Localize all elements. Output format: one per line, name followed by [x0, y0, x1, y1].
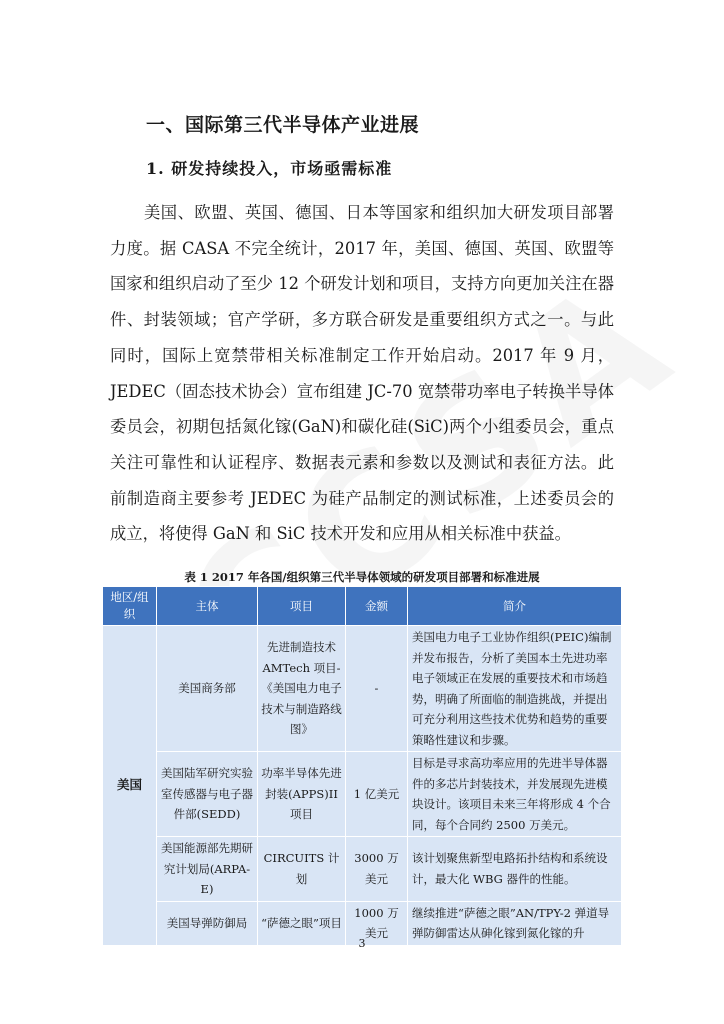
project-cell: 功率半导体先进封装(APPS)II 项目: [258, 752, 346, 837]
page-number: 3: [358, 937, 366, 950]
project-cell: 先进制造技术 AMTech 项目-《美国电力电子技术与制造路线图》: [258, 626, 346, 752]
region-cell: 美国: [103, 626, 157, 946]
amount-cell: 1000 万美元: [346, 901, 408, 945]
subsection-heading: 1. 研发持续投入，市场亟需标准: [146, 159, 393, 178]
section-heading: 一、国际第三代半导体产业进展: [146, 114, 420, 136]
header-amount: 金额: [346, 587, 408, 626]
header-intro: 简介: [408, 587, 622, 626]
body-paragraph: 美国、欧盟、英国、德国、日本等国家和组织加大研发项目部署力度。据 CASA 不完全统计，2017 年，美国、德国、英国、欧盟等国家和组织启动了至少 12 个研发计划和项目，支持方向更加关注在器件、封装领域；官产学研，多方联合研发是重要组织方式之一。与此同时，国际上宽禁带相关标准制定工作开始启动。2017 年 9 月，JEDEC（固态技术协会）宣布组建 JC-70 宽禁带功率电子转换半导体委员会，初期包括氮化镓(GaN)和碳化硅(SiC)两个小组委员会，重点关注可靠性和认证程序、数据表元素和参数以及测试和表征方法。此前制造商主要参考 JEDEC 为硅产品制定的测试标准，上述委员会的成立，将使得 GaN 和 SiC 技术开发和应用从相关标准中获益。: [110, 203, 614, 544]
amount-cell: -: [346, 626, 408, 752]
header-region: 地区/组织: [103, 587, 157, 626]
table-row: [103, 626, 622, 752]
intro-cell: 目标是寻求高功率应用的先进半导体器件的多芯片封装技术，并发展现先进模块设计。该项目未来三年将形成 4 个合同，每个合同约 2500 万美元。: [408, 752, 622, 837]
table-caption: 表 1 2017 年各国/组织第三代半导体领域的研发项目部署和标准进展: [184, 570, 540, 584]
project-cell: “萨德之眼”项目: [258, 901, 346, 945]
table-row: [103, 837, 622, 902]
intro-cell: 继续推进“萨德之眼”AN/TPY-2 弹道导弹防御雷达从砷化镓到氮化镓的升: [408, 901, 622, 945]
amount-cell: 1 亿美元: [346, 752, 408, 837]
entity-cell: 美国导弹防御局: [157, 901, 258, 945]
amount-cell: 3000 万美元: [346, 837, 408, 902]
project-cell: CIRCUITS 计划: [258, 837, 346, 902]
intro-cell: 美国电力电子工业协作组织(PEIC)编制并发布报告，分析了美国本土先进功率电子领域正在发展的重要技术和市场趋势，明确了所面临的制造挑战，并提出可充分利用这些技术优势和趋势的重要策略性建议和步骤。: [408, 626, 622, 752]
table-row: [103, 752, 622, 837]
table-header-row: [103, 587, 622, 626]
entity-cell: 美国陆军研究实验室传感器与电子器件部(SEDD): [157, 752, 258, 837]
header-entity: 主体: [157, 587, 258, 626]
entity-cell: 美国商务部: [157, 626, 258, 752]
entity-cell: 美国能源部先期研究计划局(ARPA-E): [157, 837, 258, 902]
rd-projects-table: [102, 586, 622, 946]
intro-cell: 该计划聚焦新型电路拓扑结构和系统设计，最大化 WBG 器件的性能。: [408, 837, 622, 902]
header-project: 项目: [258, 587, 346, 626]
